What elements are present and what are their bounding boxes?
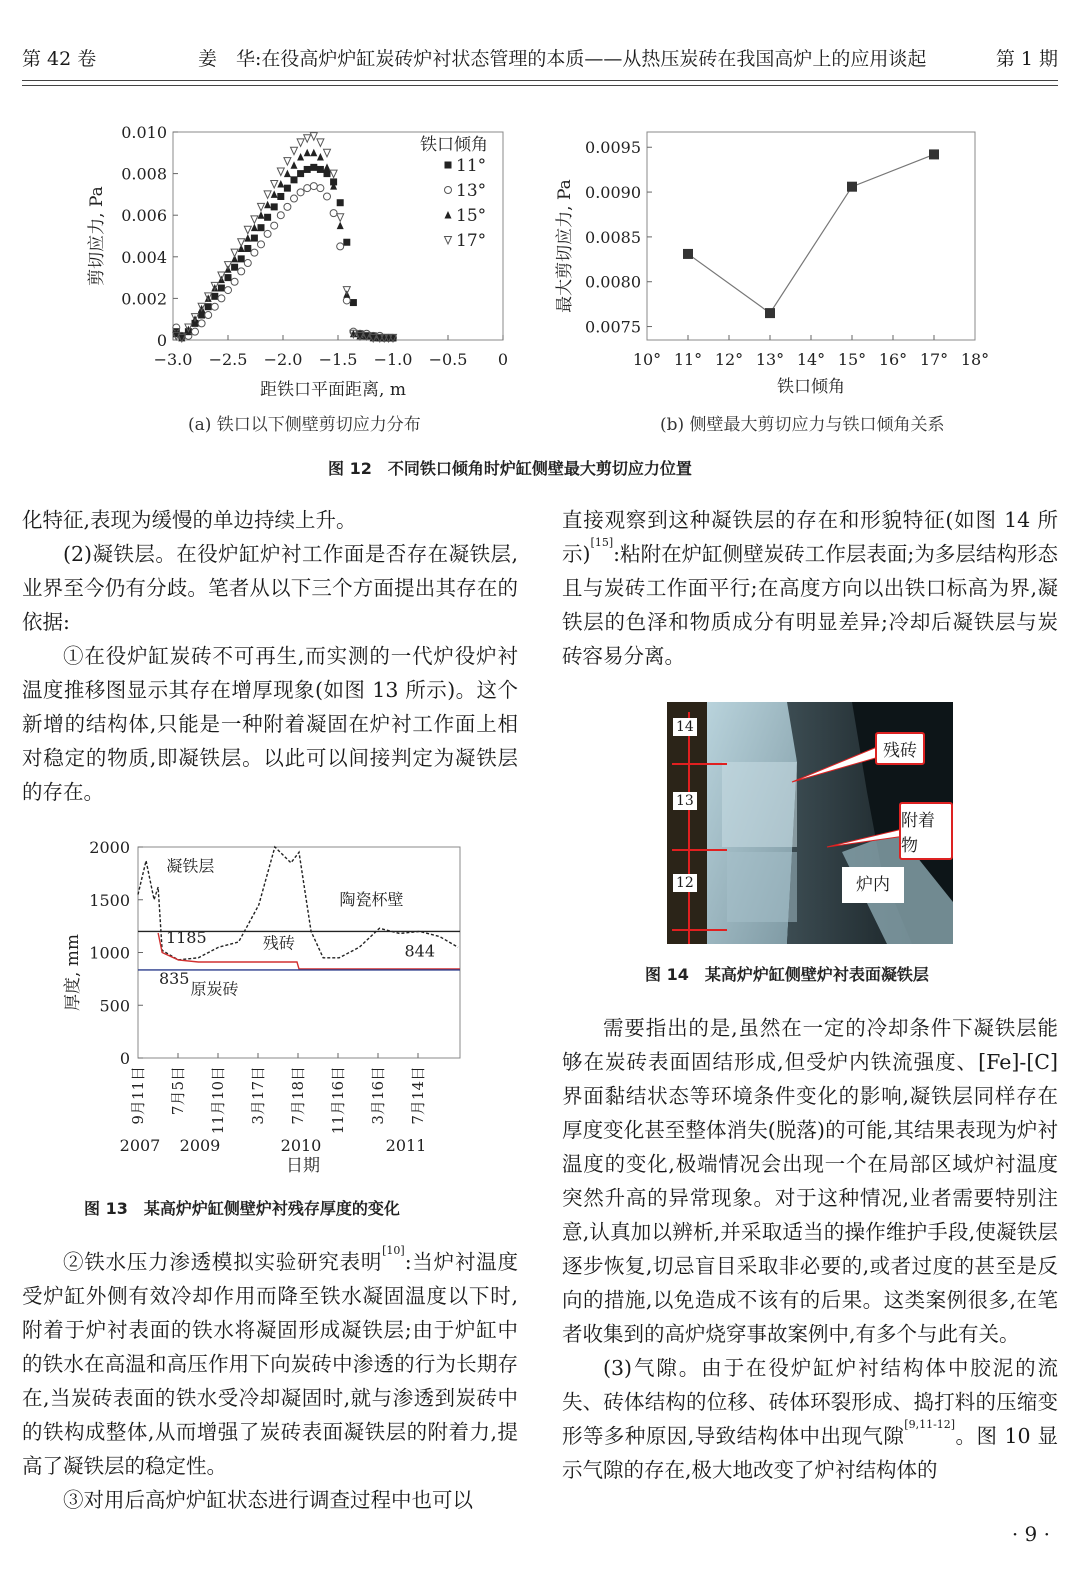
svg-text:0.0080: 0.0080: [585, 272, 641, 292]
label-furnace-inside: 炉内: [842, 867, 904, 903]
svg-text:1000: 1000: [89, 943, 130, 963]
scale-mark-13: 13: [673, 792, 697, 810]
label-residual-brick: 残砖: [875, 732, 925, 765]
svg-text:13°: 13°: [755, 350, 785, 369]
svg-text:剪切应力, Pa: 剪切应力, Pa: [87, 186, 107, 286]
volume-label: 第 42 卷: [22, 48, 97, 70]
svg-text:7月18日: 7月18日: [289, 1066, 307, 1125]
paragraph: 需要指出的是,虽然在一定的冷却条件下凝铁层能够在炭砖表面固结形成,但受炉内铁流强度、[Fe]-[C]界面黏结状态等环境条件变化的影响,凝铁层同样存在厚度变化甚至整体消失(脱落)的可能,其结果表现为炉衬温度的变化,极端情况会出现一个在局部区域炉衬温度突然升高的异常现象。对于这种情况,业者需要特别注意,认真加以辨析,并采取适当的操作维护手段,使凝铁层逐步恢复,切忌盲目采取非必要的,或者过度的甚至是反向的措施,以免造成不该有的后果。这类案例很多,在笔者收集到的高炉烧穿事故案例中,有多个与此有关。: [562, 1016, 1058, 1346]
svg-text:9月11日: 9月11日: [129, 1066, 147, 1125]
citation[interactable]: [10]: [382, 1244, 405, 1257]
issue-label: 第 1 期: [995, 48, 1058, 70]
figure-12-caption: 图 12 不同铁口倾角时炉缸侧壁最大剪切应力位置: [328, 459, 692, 478]
svg-text:12°: 12°: [714, 350, 744, 369]
scale-mark-14: 14: [673, 718, 697, 736]
chart-lining-thickness: [60, 830, 480, 1180]
svg-text:陶瓷杯壁: 陶瓷杯壁: [339, 890, 404, 910]
svg-text:−2.5: −2.5: [208, 350, 248, 369]
svg-text:−2.0: −2.0: [263, 350, 303, 369]
page-number: · 9 ·: [1011, 1522, 1050, 1546]
svg-text:厚度, mm: 厚度, mm: [63, 933, 83, 1012]
svg-text:2009: 2009: [179, 1136, 221, 1155]
left-column: [22, 503, 518, 809]
header-rule: [22, 80, 1058, 81]
paragraph: ②铁水压力渗透模拟实验研究表明[10]:当炉衬温度受炉缸外侧有效冷却作用而降至铁水凝固温度以下时,附着于炉衬表面的铁水将凝固形成凝铁层;由于炉缸中的铁水在高温和高压作用下向炭砖中渗透的行为长期存在,当炭砖表面的铁水受冷却凝固时,就与渗透到炭砖中的铁构成整体,从而增强了炭砖表面凝铁层的附着力,提高了凝铁层的稳定性。: [22, 1244, 518, 1478]
svg-text:11°: 11°: [456, 156, 487, 176]
svg-text:−1.0: −1.0: [373, 350, 413, 369]
svg-text:0.010: 0.010: [121, 123, 167, 142]
svg-text:11°: 11°: [673, 350, 703, 369]
svg-text:1500: 1500: [89, 890, 130, 910]
svg-text:3月16日: 3月16日: [369, 1066, 387, 1125]
svg-text:铁口倾角: 铁口倾角: [777, 377, 845, 397]
svg-text:0.0090: 0.0090: [585, 183, 641, 203]
svg-text:15°: 15°: [837, 350, 867, 369]
svg-text:残砖: 残砖: [262, 933, 295, 953]
svg-text:844: 844: [404, 941, 436, 961]
svg-text:铁口倾角: 铁口倾角: [420, 135, 488, 155]
svg-text:−1.5: −1.5: [318, 350, 358, 369]
subcaption-a: (a) 铁口以下侧壁剪切应力分布: [188, 415, 421, 435]
svg-text:凝铁层: 凝铁层: [166, 856, 215, 876]
svg-text:原炭砖: 原炭砖: [190, 979, 239, 999]
svg-text:7月14日: 7月14日: [409, 1066, 427, 1125]
citation[interactable]: [9,11-12]: [904, 1418, 956, 1431]
svg-text:11月16日: 11月16日: [329, 1066, 347, 1135]
svg-text:最大剪切应力, Pa: 最大剪切应力, Pa: [555, 179, 575, 313]
svg-text:0.008: 0.008: [121, 164, 167, 184]
svg-text:14°: 14°: [796, 350, 826, 369]
chart-max-shear-vs-angle: [540, 110, 1010, 410]
svg-text:2010: 2010: [280, 1136, 322, 1155]
figure-14-photo: [667, 702, 953, 944]
paragraph: 化特征,表现为缓慢的单边持续上升。: [22, 508, 357, 532]
svg-text:−3.0: −3.0: [153, 350, 193, 369]
paragraph: ③对用后高炉炉缸状态进行调查过程中也可以: [63, 1488, 473, 1512]
svg-text:0.004: 0.004: [121, 247, 167, 267]
paragraph: (2)凝铁层。在役炉缸炉衬工作面是否存在凝铁层,业界至今仍有分歧。笔者从以下三个方面提出其存在的依据:: [22, 542, 518, 634]
svg-text:2007: 2007: [119, 1136, 161, 1155]
svg-text:11月10日: 11月10日: [209, 1066, 227, 1135]
left-column-continued: [22, 1245, 518, 1517]
running-title: 姜 华:在役高炉炉缸炭砖炉衬状态管理的本质——从热压炭砖在我国高炉上的应用谈起: [198, 48, 927, 70]
scale-mark-12: 12: [673, 874, 697, 892]
svg-text:18°: 18°: [960, 350, 990, 369]
label-deposit: 附着物: [899, 802, 953, 860]
svg-text:835: 835: [158, 969, 190, 989]
svg-text:距铁口平面距离, m: 距铁口平面距离, m: [260, 380, 406, 400]
svg-text:日期: 日期: [286, 1156, 320, 1176]
svg-text:13°: 13°: [456, 181, 487, 201]
citation[interactable]: [15]: [590, 536, 614, 549]
svg-text:0: 0: [119, 1049, 130, 1068]
chart-shear-stress-distribution: [80, 110, 520, 410]
svg-text:0.0095: 0.0095: [585, 138, 641, 158]
svg-text:16°: 16°: [878, 350, 908, 369]
svg-text:0.0085: 0.0085: [585, 227, 641, 247]
svg-text:17°: 17°: [919, 350, 949, 369]
svg-text:0: 0: [497, 350, 509, 369]
svg-text:2000: 2000: [89, 838, 130, 857]
right-column: [562, 503, 1058, 673]
paragraph: 直接观察到这种凝铁层的存在和形貌特征(如图 14 所示)[15]:粘附在炉缸侧壁炭砖工作层表面;为多层结构形态且与炭砖工作面平行;在高度方向以出铁口标高为界,凝铁层的色泽和物质成分有明显差异;冷却后凝铁层与炭砖容易分离。: [562, 508, 1059, 668]
svg-text:0: 0: [156, 331, 167, 350]
svg-text:0.0075: 0.0075: [585, 317, 641, 337]
paragraph: ①在役炉缸炭砖不可再生,而实测的一代炉役炉衬温度推移图显示其存在增厚现象(如图 13 所示)。这个新增的结构体,只能是一种附着凝固在炉衬工作面上相对稳定的物质,即凝铁层。以此可以间接判定为凝铁层的存在。: [22, 644, 518, 804]
svg-text:0.006: 0.006: [121, 206, 167, 226]
running-header: [22, 38, 1058, 78]
figure-14-caption: 图 14 某高炉炉缸侧壁炉衬表面凝铁层: [645, 965, 929, 984]
right-column-continued: [562, 1011, 1058, 1487]
svg-text:2011: 2011: [385, 1136, 427, 1155]
svg-text:500: 500: [99, 996, 130, 1016]
svg-text:10°: 10°: [632, 350, 662, 369]
svg-text:1185: 1185: [165, 928, 207, 948]
svg-text:17°: 17°: [456, 231, 487, 251]
figure-13-caption: 图 13 某高炉炉缸侧壁炉衬残存厚度的变化: [84, 1199, 400, 1218]
svg-text:−0.5: −0.5: [428, 350, 468, 369]
paragraph: (3)气隙。由于在役炉缸炉衬结构体中胶泥的流失、砖体结构的位移、砖体环裂形成、捣打料的压缩变形等多种原因,导致结构体中出现气隙[9,11-12]。图 10 显示气隙的存在,极大地改变了炉衬结构体的: [562, 1356, 1058, 1482]
svg-text:15°: 15°: [456, 206, 487, 226]
svg-text:7月5日: 7月5日: [169, 1066, 187, 1116]
subcaption-b: (b) 侧壁最大剪切应力与铁口倾角关系: [660, 415, 945, 435]
svg-text:0.002: 0.002: [121, 289, 167, 309]
header-rule: [22, 85, 1058, 86]
svg-text:3月17日: 3月17日: [249, 1066, 267, 1125]
